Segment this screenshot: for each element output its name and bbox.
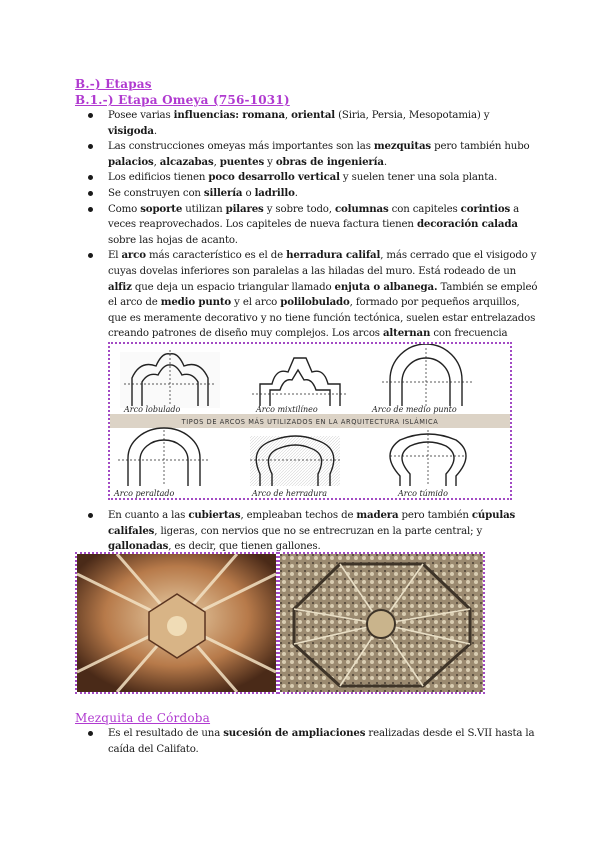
text-run: pero también	[398, 510, 472, 521]
bold-term: herradura califal	[286, 249, 381, 262]
text-run: En cuanto a las	[108, 510, 189, 521]
bullet-icon	[88, 731, 93, 736]
bold-term: arco	[121, 249, 146, 262]
bold-term: sucesión de ampliaciones	[223, 727, 366, 739]
text-run: más característico es el de	[145, 250, 287, 262]
bold-term: medio punto	[160, 296, 232, 309]
mezquita-heading: Mezquita de Córdoba	[75, 711, 211, 725]
bold-term: palacios	[108, 155, 154, 168]
text-run: .	[383, 156, 387, 168]
arch-peraltado	[118, 428, 210, 486]
arch-drawings	[110, 344, 510, 498]
bold-term: cubiertas	[188, 509, 241, 521]
arch-lobulado	[120, 350, 220, 408]
list-item	[0, 139, 600, 170]
dome-photo-left	[75, 552, 278, 694]
text-run: , empleaban techos de	[240, 510, 357, 521]
bold-term: alternan	[382, 327, 431, 340]
text-run: que deja un espacio triangular llamado	[131, 281, 335, 293]
bullet-icon	[88, 253, 93, 258]
bold-term: poco desarrollo vertical	[208, 171, 340, 184]
subsection-heading: B.1.-) Etapa Omeya (756-1031)	[75, 93, 290, 107]
bold-term: ladrillo	[254, 186, 295, 199]
bold-term: corintios	[460, 202, 511, 215]
text-run: y	[264, 156, 276, 168]
text-run: ,	[213, 156, 220, 168]
arch-label-1: Arco mixtilíneo	[256, 405, 318, 414]
text-run: , formado por pequeños arquillos, que es meramente decorativo y no tiene función tectónica, suelen estar entrelazados creando patrones de diseño muy complejos. Los arcos	[108, 297, 536, 340]
section-heading: B.-) Etapas	[75, 77, 152, 91]
text-run: ,	[153, 156, 160, 168]
text-run: Los edificios tienen	[108, 172, 209, 184]
arch-label-3: Arco peraltado	[114, 489, 175, 498]
bold-term: puentes	[219, 155, 265, 168]
bold-term: pilares	[225, 202, 264, 215]
text-run: con frecuencia	[433, 328, 508, 340]
arch-medio-punto	[382, 344, 472, 406]
arch-types-figure	[108, 342, 512, 500]
text-run: (Siria, Persia, Mesopotamia) y	[335, 110, 490, 121]
text-run: y suelen tener una sola planta.	[339, 172, 498, 184]
text-run: .	[294, 187, 298, 199]
arch-mixtilineo	[252, 358, 348, 406]
text-run: con capiteles	[388, 203, 461, 215]
bullet-icon	[88, 207, 93, 212]
arch-herradura	[250, 436, 340, 486]
text-run: a veces reaprovechados. Los capiteles de nueva factura tienen	[108, 203, 520, 231]
dome-photo-right	[278, 552, 485, 694]
bold-term: obras de ingeniería	[275, 155, 384, 168]
text-run: o	[242, 187, 255, 199]
text-run: , es decir, que tienen gallones.	[168, 541, 321, 553]
text-run: , más cerrado que el visigodo y cuyas dovelas inferiores son paralelas a las hiladas del muro. Está rodeado de un	[108, 250, 537, 277]
bold-term: alcazabas	[159, 155, 214, 168]
bullet-icon	[88, 191, 93, 196]
text-run: pero también hubo	[431, 141, 530, 153]
bold-term: columnas	[334, 202, 389, 215]
arch-label-5: Arco túmido	[398, 489, 448, 498]
bullet-icon	[88, 513, 93, 518]
list-item	[0, 186, 600, 202]
arch-label-4: Arco de herradura	[252, 489, 328, 498]
bold-term: decoración calada	[416, 218, 518, 231]
arch-label-0: Arco lobulado	[124, 405, 181, 414]
bold-term: influencias: romana	[173, 109, 285, 121]
bold-term: madera	[356, 509, 399, 521]
text-run: realizadas desde el S.VII hasta la caída del Califato.	[108, 728, 535, 755]
bullet-icon	[88, 144, 93, 149]
bold-term: visigoda	[108, 124, 154, 137]
list-item	[0, 726, 600, 757]
bold-term: polilobulado	[280, 296, 350, 309]
bold-term: soporte	[140, 202, 183, 215]
bullet-icon	[88, 175, 93, 180]
text-run: Como	[108, 203, 141, 215]
text-run: y sobre todo,	[263, 203, 335, 215]
bullet-list-characteristics	[0, 108, 600, 358]
text-run: sobre las hojas de acanto.	[108, 234, 238, 246]
bullet-list-cubiertas	[0, 508, 600, 555]
bold-term: gallonadas	[108, 540, 169, 553]
list-item	[0, 108, 600, 139]
text-run: , ligeras, con nervios que no se entrecruzan en la parte central; y	[154, 525, 483, 537]
text-run: El	[108, 250, 122, 262]
bold-term: sillería	[203, 186, 243, 199]
text-run: ,	[284, 110, 292, 121]
list-item	[0, 508, 600, 555]
text-run: utilizan	[182, 203, 226, 215]
bold-term: oriental	[291, 109, 335, 121]
bold-term: enjuta o albanega.	[334, 280, 438, 293]
list-item	[0, 170, 600, 186]
bold-term: cúpulas califales	[108, 509, 516, 537]
arch-tumido	[390, 430, 466, 486]
arch-label-2: Arco de medio punto	[372, 405, 457, 414]
bullet-icon	[88, 113, 93, 118]
bullet-list-mezquita	[0, 726, 600, 757]
text-run: Es el resultado de una	[108, 728, 224, 739]
figure-banner-text: TIPOS DE ARCOS MÁS UTILIZADOS EN LA ARQUITECTURA ISLÁMICA	[181, 418, 439, 426]
bold-term: alfiz	[108, 280, 132, 293]
text-run: .	[153, 125, 157, 137]
text-run: También se empleó el arco de	[108, 281, 538, 309]
list-item	[0, 202, 600, 249]
text-run: Posee varias	[108, 110, 174, 121]
text-run: Las construcciones omeyas más importantes son las	[108, 141, 374, 153]
text-run: y el arco	[231, 297, 281, 309]
text-run: Se construyen con	[108, 187, 204, 199]
bold-term: mezquitas	[373, 140, 431, 153]
